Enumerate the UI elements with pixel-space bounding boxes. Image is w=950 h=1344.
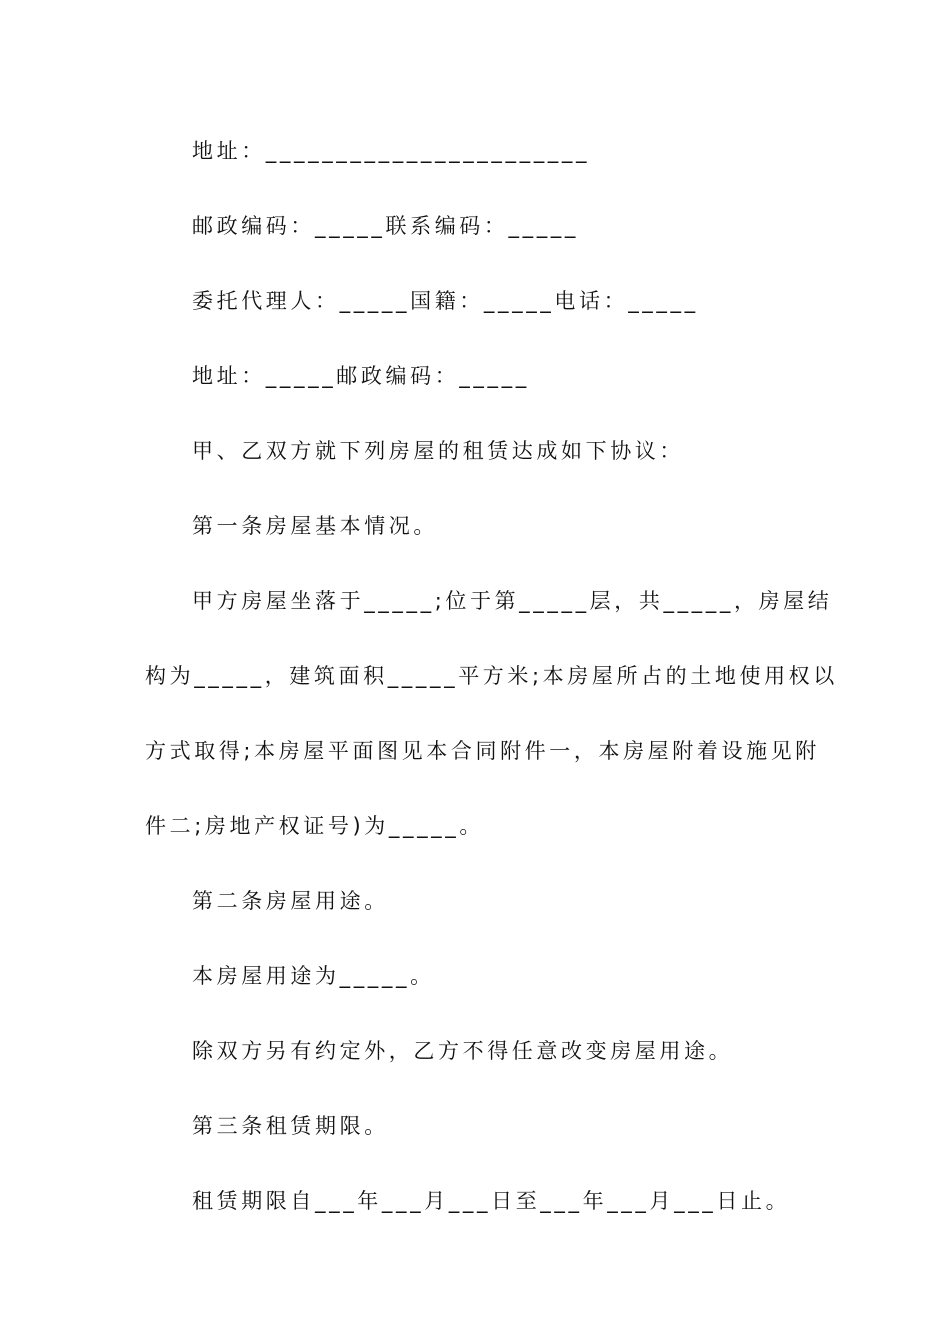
use-restriction-line: 除双方另有约定外，乙方不得任意改变房屋用途。 [192, 1039, 734, 1063]
article-two-heading: 第二条房屋用途。 [192, 889, 389, 913]
agent-address-postal-line: 地址：_____邮政编码：_____ [192, 364, 530, 388]
article-one-heading: 第一条房屋基本情况。 [192, 514, 438, 538]
house-use-line: 本房屋用途为_____。 [192, 964, 435, 988]
postal-contact-code-line: 邮政编码：_____联系编码：_____ [192, 214, 579, 238]
agreement-intro-paragraph: 甲、乙双方就下列房屋的租赁达成如下协议： [192, 439, 684, 463]
lease-term-line: 租赁期限自___年___月___日至___年___月___日止。 [192, 1189, 791, 1213]
article-one-paragraph-line-3: 方式取得;本房屋平面图见本合同附件一，本房屋附着设施见附 [145, 739, 820, 763]
agent-nationality-phone-line: 委托代理人：_____国籍：_____电话：_____ [192, 289, 699, 313]
article-one-paragraph-line-1: 甲方房屋坐落于_____;位于第_____层，共_____，房屋结 [192, 589, 833, 613]
article-one-paragraph-line-4: 件二;房地产权证号)为_____。 [145, 814, 484, 838]
article-three-heading: 第三条租赁期限。 [192, 1114, 389, 1138]
article-one-paragraph-line-2: 构为_____，建筑面积_____平方米;本房屋所占的土地使用权以 [145, 664, 838, 688]
party-address-line: 地址：_______________________ [192, 139, 591, 163]
